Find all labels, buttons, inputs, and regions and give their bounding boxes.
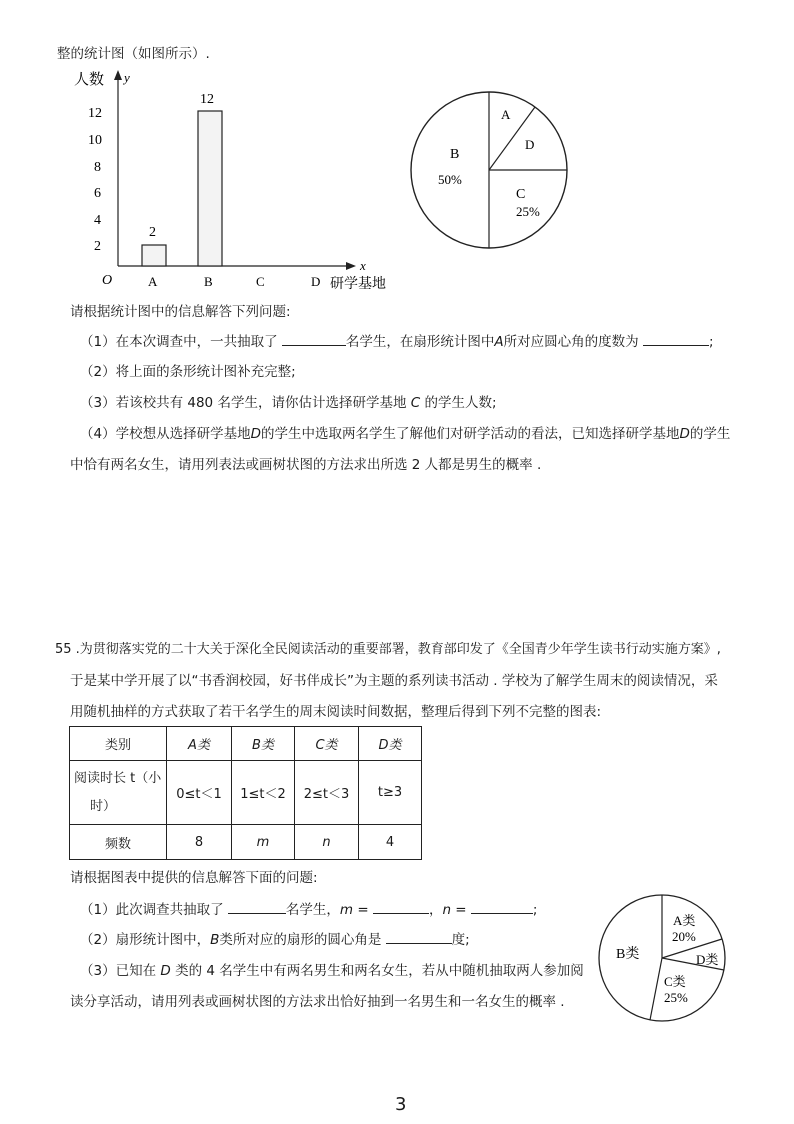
- q54-q1-blank-count[interactable]: [282, 331, 346, 346]
- td-freq-a: 8: [167, 825, 232, 860]
- bar-b: [198, 111, 222, 266]
- q54-q2: （2）将上面的条形统计图补充完整;: [80, 364, 296, 380]
- pie-label-c-pct: 25%: [516, 204, 540, 219]
- y-axis-arrow: [114, 70, 122, 80]
- y-tick-8: 8: [94, 160, 101, 175]
- bar-b-label: 12: [200, 92, 214, 107]
- x-axis-arrow: [346, 262, 356, 270]
- q54-q1-blank-angle[interactable]: [643, 331, 709, 346]
- td-time-c: 2≤t＜3: [295, 761, 359, 825]
- x-axis-name: 研学基地: [330, 277, 386, 292]
- table-row-time: [70, 761, 422, 825]
- q55-prompt: 请根据图表中提供的信息解答下面的问题:: [70, 870, 318, 886]
- y-tick-4: 4: [94, 213, 101, 228]
- x-axis-letter: x: [360, 258, 366, 273]
- bar-a: [142, 245, 166, 266]
- y-tick-2: 2: [94, 239, 101, 254]
- x-cat-c: C: [256, 274, 265, 289]
- pie55-b-label: B类: [616, 947, 640, 962]
- th-b: B类: [232, 727, 295, 761]
- td-time-label: 阅读时长 t（小 时）: [70, 761, 167, 825]
- q55-q3-line2: 读分享活动，请用列表或画树状图的方法求出恰好抽到一名男生和一名女生的概率 .: [70, 994, 565, 1010]
- q54-q1: （1）在本次调查中，一共抽取了 名学生，在扇形统计图中A所对应圆心角的度数为 ;: [80, 331, 714, 352]
- pie-label-b-pct: 50%: [438, 172, 462, 187]
- th-category: 类别: [70, 727, 167, 761]
- pie55-a-label: A类: [673, 913, 696, 928]
- q54-intro-tail: 整的统计图（如图所示）.: [57, 46, 210, 62]
- pie55-c-pct: 25%: [664, 990, 688, 1005]
- x-cat-d: D: [311, 274, 321, 289]
- bar-chart: [60, 66, 400, 296]
- q55-q1-blank-total[interactable]: [228, 899, 286, 914]
- td-time-b: 1≤t＜2: [232, 761, 295, 825]
- q55-q1: （1）此次调查共抽取了 名学生，m = ，n = ;: [80, 899, 537, 920]
- th-a: A类: [167, 727, 232, 761]
- y-tick-labels: [88, 106, 102, 254]
- q55-q1-blank-m[interactable]: [373, 899, 429, 914]
- pie-label-b: B: [450, 147, 460, 162]
- q55-line1: 55 .为贯彻落实党的二十大关于深化全民阅读活动的重要部署，教育部印发了《全国青少年学生读书行动实施方案》,: [55, 642, 721, 657]
- pie55-a-pct: 20%: [672, 929, 696, 944]
- y-tick-6: 6: [94, 186, 101, 201]
- td-time-a: 0≤t＜1: [167, 761, 232, 825]
- pie-chart-q55: [596, 892, 730, 1026]
- q55-line3: 用随机抽样的方式获取了若干名学生的周末阅读时间数据，整理后得到下列不完整的图表:: [70, 704, 602, 720]
- pie-label-a: A: [501, 107, 511, 122]
- x-cat-b: B: [204, 274, 213, 289]
- td-time-d: t≥3: [359, 761, 422, 825]
- x-cat-a: A: [148, 274, 158, 289]
- pie-label-c: C: [516, 187, 526, 202]
- q54-q3: （3）若该校共有 480 名学生，请你估计选择研学基地 C 的学生人数;: [80, 395, 497, 411]
- y-tick-10: 10: [88, 133, 102, 148]
- bar-a-label: 2: [149, 225, 156, 240]
- pie55-c-label: C类: [664, 974, 686, 989]
- y-axis-letter: y: [124, 70, 130, 85]
- td-freq-c: n: [295, 825, 359, 860]
- y-axis-name: 人数: [74, 72, 105, 88]
- th-c: C类: [295, 727, 359, 761]
- q55-q3-line1: （3）已知在 D 类的 4 名学生中有两名男生和两名女生，若从中随机抽取两人参加阅: [80, 963, 584, 979]
- q54-q4-line2: 中恰有两名女生，请用列表法或画树状图的方法求出所选 2 人都是男生的概率 .: [70, 457, 542, 473]
- q54-prompt: 请根据统计图中的信息解答下列问题:: [70, 304, 291, 320]
- q55-line2: 于是某中学开展了以“书香润校园，好书伴成长”为主题的系列读书活动 . 学校为了解学生周末的阅读情况，采: [70, 673, 718, 689]
- td-freq-b: m: [232, 825, 295, 860]
- pie55-d-label: D类: [696, 952, 719, 967]
- td-freq-d: 4: [359, 825, 422, 860]
- q55-q2-blank-angle[interactable]: [386, 929, 452, 944]
- table-row-header: [70, 727, 422, 761]
- page-number: 3: [395, 1094, 407, 1115]
- table-row-freq: [70, 825, 422, 860]
- q55-q1-blank-n[interactable]: [471, 899, 533, 914]
- pie-chart-q54: [408, 90, 578, 250]
- q55-q2: （2）扇形统计图中，B类所对应的扇形的圆心角是 度;: [80, 929, 470, 950]
- q54-q4-line1: （4）学校想从选择研学基地D的学生中选取两名学生了解他们对研学活动的看法，已知选择研学基地D的学生: [80, 426, 731, 442]
- td-freq-label: 频数: [70, 825, 167, 860]
- origin-label: O: [102, 273, 113, 288]
- th-d: D类: [359, 727, 422, 761]
- y-tick-12: 12: [88, 106, 102, 121]
- pie-label-d: D: [525, 137, 535, 152]
- frequency-table: [69, 726, 422, 860]
